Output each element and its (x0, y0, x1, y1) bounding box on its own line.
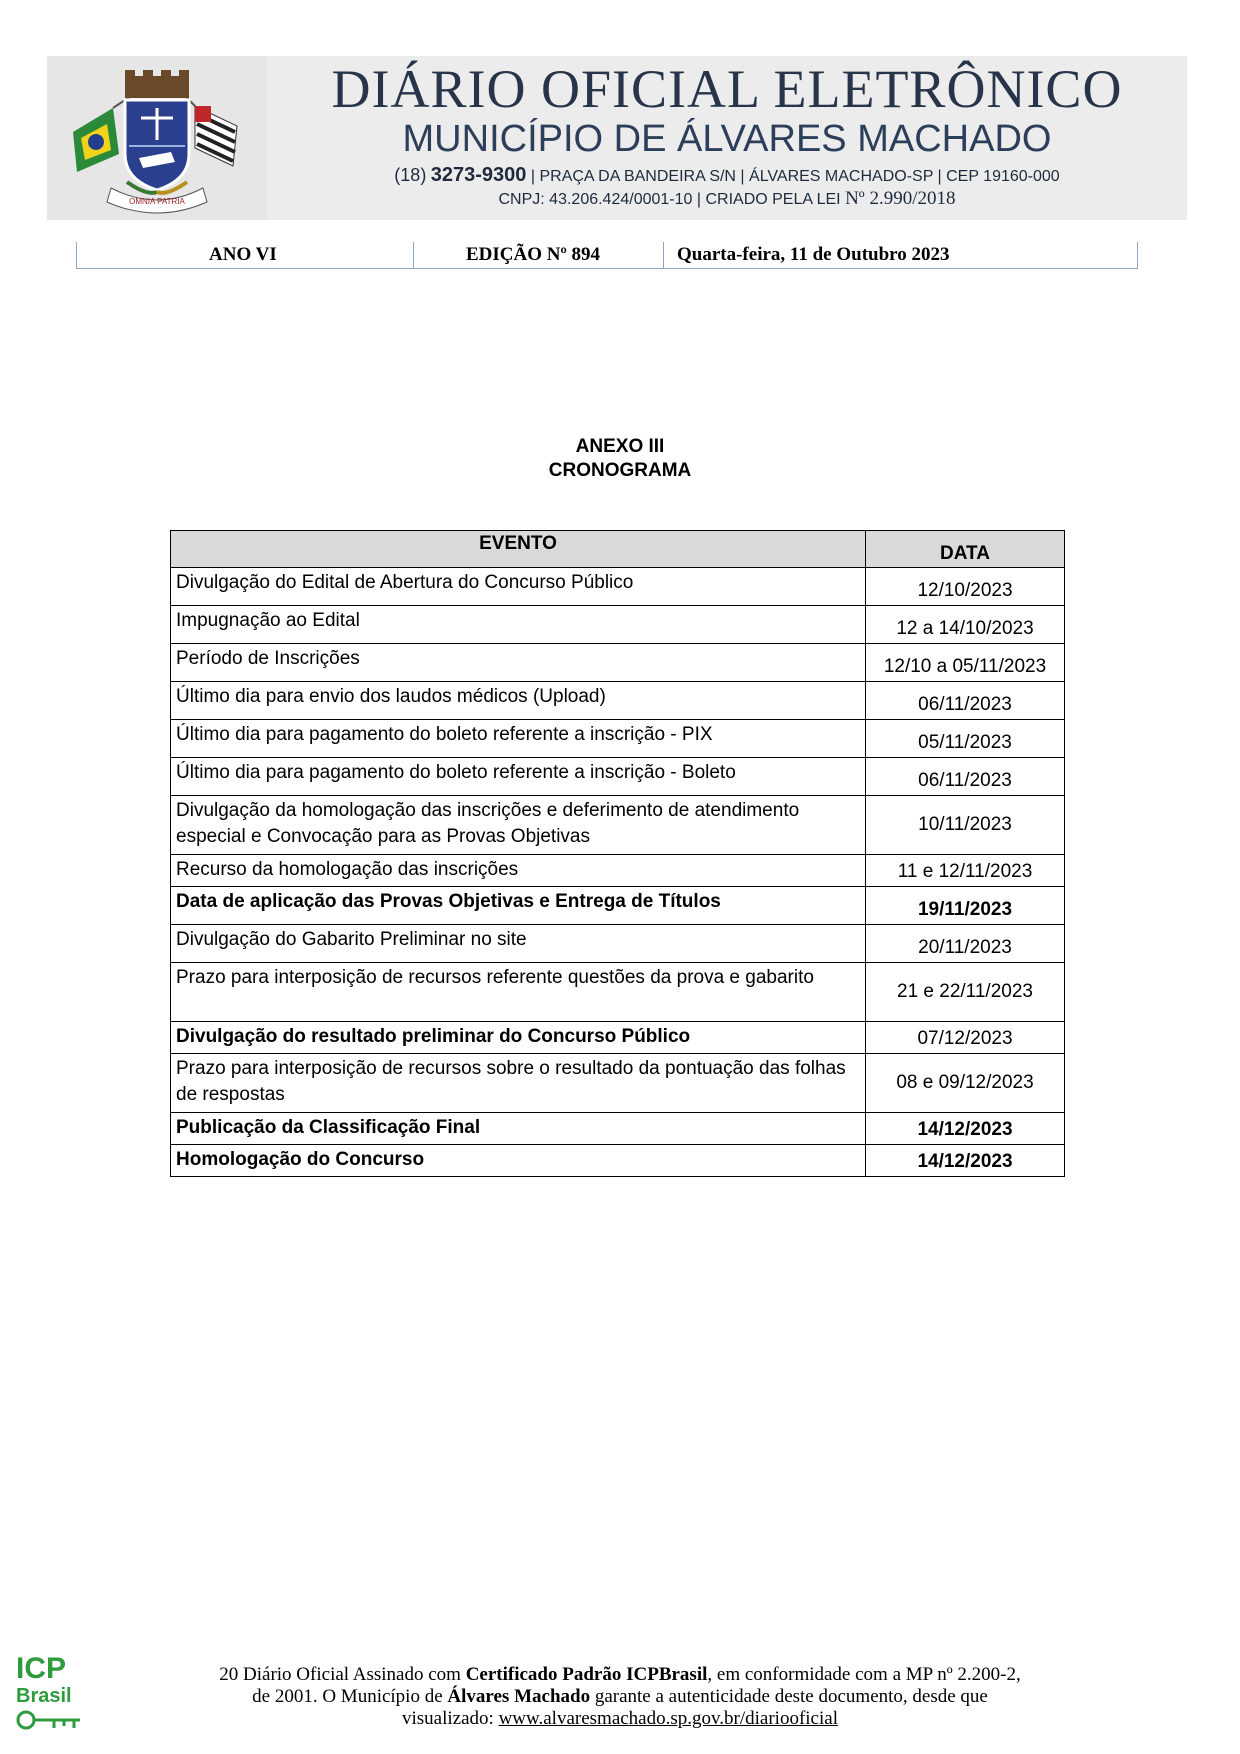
table-row (171, 682, 1065, 720)
date-cell: 20/11/2023 (866, 925, 1065, 963)
date-cell: 21 e 22/11/2023 (866, 963, 1065, 1022)
header-date: DATA (866, 531, 1065, 568)
contact-line (267, 164, 1187, 187)
header-event: EVENTO (171, 531, 866, 568)
journal-title: DIÁRIO OFICIAL ELETRÔNICO (331, 59, 1123, 119)
footer-text-2: , em conformidade com a MP nº 2.200-2, (707, 1664, 1021, 1685)
date-cell: 07/12/2023 (866, 1022, 1065, 1054)
municipality-name: MUNICÍPIO DE ÁLVARES MACHADO (402, 118, 1052, 160)
date-cell: 06/11/2023 (866, 758, 1065, 796)
edition-divider (413, 242, 414, 268)
edition-number: EDIÇÃO Nº 894 (466, 244, 601, 265)
annex-subtitle: CRONOGRAMA (548, 460, 692, 481)
phone-area-code: (18) (394, 165, 427, 185)
event-cell: Último dia para pagamento do boleto referente a inscrição - Boleto (171, 758, 866, 796)
date-cell: 12/10 a 05/11/2023 (866, 644, 1065, 682)
table-row (171, 925, 1065, 963)
address: | PRAÇA DA BANDEIRA S/N | ÁLVARES MACHADO-SP | CEP 19160-000 (530, 168, 1060, 185)
footer-text-1: 20 Diário Oficial Assinado com (219, 1664, 461, 1685)
event-cell: Último dia para envio dos laudos médicos (Upload) (171, 682, 866, 720)
event-cell: Homologação do Concurso (171, 1145, 866, 1177)
icp-brasil-key-logo-icon (14, 1648, 84, 1740)
table-row (171, 606, 1065, 644)
footer-certificate: Certificado Padrão ICPBrasil (465, 1664, 708, 1685)
phone-number: 3273-9300 (430, 164, 527, 186)
table-row (171, 887, 1065, 925)
date-cell: 11 e 12/11/2023 (866, 855, 1065, 887)
table-row (171, 758, 1065, 796)
mural-crown-icon (125, 70, 189, 98)
event-cell: Recurso da homologação das inscrições (171, 855, 866, 887)
footer-text-3: de 2001. O Município de (252, 1686, 443, 1707)
cnpj: CNPJ: 43.206.424/0001-10 | CRIADO PELA LEI (498, 191, 841, 208)
event-cell: Publicação da Classificação Final (171, 1113, 866, 1145)
date-cell: 06/11/2023 (866, 682, 1065, 720)
table-row (171, 644, 1065, 682)
event-cell: Divulgação da homologação das inscrições e deferimento de atendimento especial e Convocação para as Provas Objetivas (171, 796, 866, 855)
footer-text-4: garante a autenticidade deste documento, desde que (594, 1686, 988, 1707)
crest-motto: OMNIA PATRIA (129, 197, 185, 206)
municipal-coat-of-arms-icon (67, 62, 247, 214)
table-row (171, 720, 1065, 758)
date-cell: 08 e 09/12/2023 (866, 1054, 1065, 1113)
edition-bar (76, 242, 1138, 269)
document-header (47, 56, 1187, 220)
edition-year: ANO VI (209, 244, 277, 265)
motto-ribbon (107, 188, 207, 213)
table-row (171, 1022, 1065, 1054)
table-row (171, 1054, 1065, 1113)
icp-logo-top: ICP (16, 1652, 67, 1685)
footer-url-link[interactable]: www.alvaresmachado.sp.gov.br/diariooficial (498, 1708, 838, 1729)
table-row (171, 855, 1065, 887)
date-cell: 12/10/2023 (866, 568, 1065, 606)
schedule-table (170, 530, 1065, 1177)
table-row (171, 1113, 1065, 1145)
cnpj-line (267, 188, 1187, 210)
table-row (171, 568, 1065, 606)
table-row (171, 963, 1065, 1022)
table-row (171, 1145, 1065, 1177)
table-header-row (171, 531, 1065, 568)
event-cell: Divulgação do Edital de Abertura do Concurso Público (171, 568, 866, 606)
event-cell: Impugnação ao Edital (171, 606, 866, 644)
annex-title: ANEXO III (575, 436, 665, 457)
shield-icon (125, 100, 189, 190)
law-number: Nº 2.990/2018 (845, 188, 956, 209)
date-cell: 12 a 14/10/2023 (866, 606, 1065, 644)
icp-logo-bottom: Brasil (16, 1685, 72, 1707)
crest-box (47, 56, 267, 220)
edition-divider (663, 242, 664, 268)
footer-text-5: visualizado: (402, 1708, 494, 1729)
footer-municipality: Álvares Machado (447, 1686, 591, 1707)
event-cell: Divulgação do resultado preliminar do Concurso Público (171, 1022, 866, 1054)
footer-signature-note (130, 1664, 1110, 1730)
event-cell: Período de Inscrições (171, 644, 866, 682)
date-cell: 19/11/2023 (866, 887, 1065, 925)
date-cell: 14/12/2023 (866, 1113, 1065, 1145)
event-cell: Divulgação do Gabarito Preliminar no site (171, 925, 866, 963)
date-cell: 10/11/2023 (866, 796, 1065, 855)
table-row (171, 796, 1065, 855)
edition-date: Quarta-feira, 11 de Outubro 2023 (677, 244, 950, 265)
event-cell: Data de aplicação das Provas Objetivas e Entrega de Títulos (171, 887, 866, 925)
date-cell: 14/12/2023 (866, 1145, 1065, 1177)
event-cell: Prazo para interposição de recursos referente questões da prova e gabarito (171, 963, 866, 1022)
event-cell: Último dia para pagamento do boleto referente a inscrição - PIX (171, 720, 866, 758)
event-cell: Prazo para interposição de recursos sobre o resultado da pontuação das folhas de respostas (171, 1054, 866, 1113)
date-cell: 05/11/2023 (866, 720, 1065, 758)
